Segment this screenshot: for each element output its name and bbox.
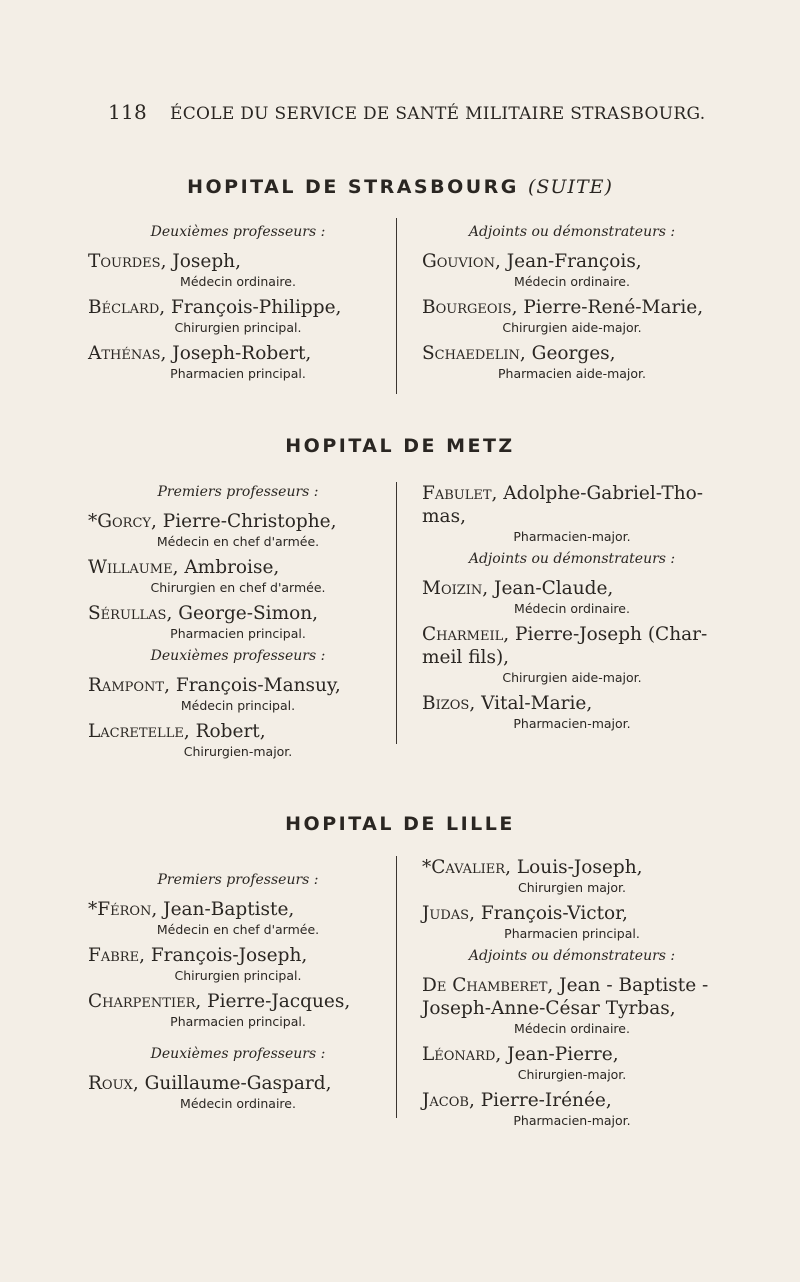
- entry: [88, 720, 388, 760]
- given-name: , Joseph,: [160, 251, 241, 272]
- entry: [422, 902, 722, 942]
- given-name: , Joseph-Robert,: [160, 343, 312, 364]
- surname: *Cavalier: [422, 857, 506, 878]
- surname: Sérullas: [88, 603, 167, 624]
- given-name: , Georges,: [519, 343, 616, 364]
- given-name-continued: Joseph-Anne-César Tyrbas,: [422, 998, 676, 1019]
- surname: Gouvion: [422, 251, 495, 272]
- entry: [88, 602, 388, 642]
- role: Chirurgien principal.: [174, 320, 302, 335]
- column-lille-left: [88, 866, 388, 1118]
- entry: [422, 296, 722, 336]
- surname: Tourdes: [88, 251, 161, 272]
- surname: Bourgeois: [422, 297, 512, 318]
- given-name: , George-Simon,: [166, 603, 319, 624]
- column-divider: [396, 218, 397, 394]
- subheading: Deuxièmes professeurs :: [150, 224, 326, 240]
- entry: [88, 250, 388, 290]
- surname: Lacretelle: [88, 721, 184, 742]
- section-title-suffix: (SUITE): [528, 176, 613, 198]
- surname: Fabulet: [422, 483, 492, 504]
- surname: Schaedelin: [422, 343, 520, 364]
- given-name: , Ambroise,: [172, 557, 280, 578]
- surname: Moizin: [422, 578, 483, 599]
- entry: [88, 296, 388, 336]
- given-name: , Jean-Claude,: [482, 578, 614, 599]
- surname: Charmeil: [422, 624, 504, 645]
- role: Chirurgien aide-major.: [502, 320, 642, 335]
- surname: *Féron: [88, 899, 152, 920]
- entry: [88, 898, 388, 938]
- role: Médecin principal.: [180, 698, 296, 713]
- column-divider: [396, 856, 397, 1118]
- surname: Léonard: [422, 1044, 496, 1065]
- section-title-strasbourg: [0, 176, 800, 198]
- role: Médecin ordinaire.: [180, 1096, 296, 1111]
- given-name: , Robert,: [183, 721, 266, 742]
- surname: Béclard: [88, 297, 160, 318]
- surname: *Gorcy: [88, 511, 152, 532]
- surname: De Chamberet: [422, 975, 548, 996]
- given-name: , Louis-Joseph,: [505, 857, 643, 878]
- subheading: Deuxièmes professeurs :: [150, 648, 326, 664]
- surname: Athénas: [88, 343, 161, 364]
- column-divider: [396, 482, 397, 744]
- given-name: , François-Joseph,: [139, 945, 308, 966]
- surname: Rampont: [88, 675, 165, 696]
- given-name: , Pierre-Joseph (Char-: [503, 624, 708, 645]
- role: Pharmacien-major.: [513, 529, 631, 544]
- column-lille-right: [422, 856, 722, 1135]
- given-name-continued: mas,: [422, 506, 466, 527]
- role: Médecin en chef d'armée.: [156, 534, 320, 549]
- given-name: , Vital-Marie,: [469, 693, 593, 714]
- entry: [422, 623, 722, 686]
- subheading: Adjoints ou démonstrateurs :: [468, 224, 676, 240]
- role: Pharmacien aide-major.: [498, 366, 646, 381]
- subheading: Premiers professeurs :: [157, 484, 319, 500]
- role: Pharmacien principal.: [504, 926, 640, 941]
- given-name: , Pierre-Irénée,: [468, 1090, 612, 1111]
- entry: [422, 577, 722, 617]
- running-head: [108, 100, 728, 124]
- role: Chirurgien-major.: [517, 1067, 627, 1082]
- column-strasbourg-left: [88, 218, 388, 388]
- entry: [88, 990, 388, 1030]
- entry: [422, 342, 722, 382]
- given-name: , Jean-François,: [494, 251, 642, 272]
- role: Médecin en chef d'armée.: [156, 922, 320, 937]
- section-title-metz: HOPITAL DE METZ: [285, 435, 515, 457]
- role: Pharmacien principal.: [170, 1014, 306, 1029]
- entry: [422, 250, 722, 290]
- entry: [88, 944, 388, 984]
- given-name: , Guillaume-Gaspard,: [132, 1073, 332, 1094]
- given-name: , François-Mansuy,: [164, 675, 341, 696]
- role: Chirurgien major.: [517, 880, 627, 895]
- entry: [88, 342, 388, 382]
- section-title-lille: HOPITAL DE LILLE: [285, 813, 515, 835]
- given-name: , Jean-Pierre,: [495, 1044, 619, 1065]
- role: Médecin ordinaire.: [514, 274, 630, 289]
- given-name: , Pierre-Christophe,: [151, 511, 337, 532]
- surname: Roux: [88, 1073, 133, 1094]
- given-name: , Jean-Baptiste,: [151, 899, 295, 920]
- page-number: 118: [108, 100, 148, 124]
- surname: Judas: [422, 903, 470, 924]
- entry: [422, 1089, 722, 1129]
- role: Pharmacien-major.: [513, 716, 631, 731]
- subheading: Adjoints ou démonstrateurs :: [468, 551, 676, 567]
- given-name: , Adolphe-Gabriel-Tho-: [491, 483, 704, 504]
- entry: [422, 692, 722, 732]
- surname: Bizos: [422, 693, 470, 714]
- entry: [88, 1072, 388, 1112]
- column-strasbourg-right: [422, 218, 722, 388]
- running-title: ÉCOLE DU SERVICE DE SANTÉ MILITAIRE STRASBOURG.: [170, 104, 706, 124]
- role: Pharmacien principal.: [170, 626, 306, 641]
- surname: Charpentier: [88, 991, 196, 1012]
- role: Pharmacien-major.: [513, 1113, 631, 1128]
- given-name: , Pierre-René-Marie,: [511, 297, 704, 318]
- surname: Fabre: [88, 945, 140, 966]
- entry: [422, 1043, 722, 1083]
- entry: [88, 556, 388, 596]
- column-metz-right: [422, 482, 722, 738]
- surname: Jacob: [422, 1090, 469, 1111]
- role: Médecin ordinaire.: [180, 274, 296, 289]
- role: Chirurgien aide-major.: [502, 670, 642, 685]
- entry: [422, 974, 722, 1037]
- role: Pharmacien principal.: [170, 366, 306, 381]
- given-name: , François-Victor,: [469, 903, 628, 924]
- entry: [422, 482, 722, 545]
- given-name: , Jean - Baptiste -: [547, 975, 709, 996]
- role: Chirurgien-major.: [183, 744, 293, 759]
- given-name: , Pierre-Jacques,: [195, 991, 351, 1012]
- column-metz-left: [88, 478, 388, 766]
- entry: [422, 856, 722, 896]
- role: Chirurgien principal.: [174, 968, 302, 983]
- entry: [88, 510, 388, 550]
- section-title-text: HOPITAL DE STRASBOURG: [187, 176, 519, 198]
- subheading: Deuxièmes professeurs :: [150, 1046, 326, 1062]
- role: Médecin ordinaire.: [514, 1021, 630, 1036]
- role: Médecin ordinaire.: [514, 601, 630, 616]
- role: Chirurgien en chef d'armée.: [150, 580, 326, 595]
- given-name: , François-Philippe,: [159, 297, 342, 318]
- subheading: Premiers professeurs :: [157, 872, 319, 888]
- entry: [88, 674, 388, 714]
- surname: Willaume: [88, 557, 173, 578]
- subheading: Adjoints ou démonstrateurs :: [468, 948, 676, 964]
- given-name-continued: meil fils),: [422, 647, 510, 668]
